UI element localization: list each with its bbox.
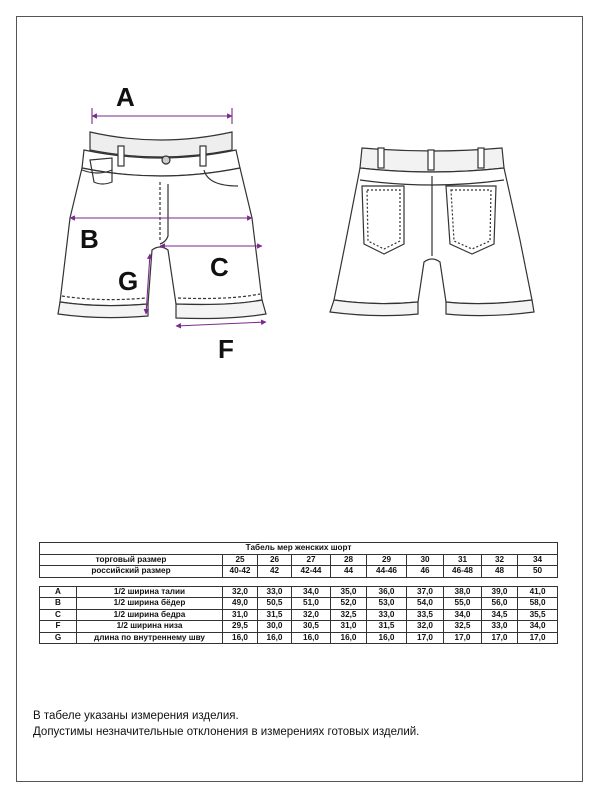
measure-code: C	[40, 609, 77, 621]
label-a: A	[116, 82, 135, 112]
size-header-value: 46-48	[444, 566, 482, 578]
measure-value: 32,0	[292, 609, 331, 621]
measure-value: 52,0	[331, 598, 367, 610]
size-header-value: 42	[258, 566, 292, 578]
measure-f-line	[176, 322, 266, 326]
measure-value: 34,5	[482, 609, 518, 621]
measure-code: F	[40, 621, 77, 633]
measure-value: 38,0	[444, 586, 482, 598]
measure-value: 56,0	[482, 598, 518, 610]
note-line-1: В табеле указаны измерения изделия.	[33, 710, 239, 722]
notes	[33, 708, 419, 740]
measure-code: G	[40, 632, 77, 644]
size-header-value: 25	[223, 554, 258, 566]
measure-value: 31,0	[223, 609, 258, 621]
size-header-value: 48	[482, 566, 518, 578]
size-header-value: 32	[482, 554, 518, 566]
shorts-back-view	[330, 148, 534, 316]
measure-value: 51,0	[292, 598, 331, 610]
table-title-row	[40, 543, 558, 555]
measure-value: 41,0	[518, 586, 558, 598]
measure-value: 32,5	[331, 609, 367, 621]
measure-value: 39,0	[482, 586, 518, 598]
label-b: B	[80, 224, 99, 254]
measure-value: 30,5	[292, 621, 331, 633]
size-header-value: 50	[518, 566, 558, 578]
measure-value: 49,0	[223, 598, 258, 610]
measure-value: 34,0	[444, 609, 482, 621]
size-header-value: 40-42	[223, 566, 258, 578]
measure-value: 35,5	[518, 609, 558, 621]
measure-value: 16,0	[223, 632, 258, 644]
measure-row	[40, 586, 558, 598]
size-header-label: торговый размер	[40, 554, 223, 566]
size-header-value: 44	[331, 566, 367, 578]
measure-row	[40, 598, 558, 610]
measure-code: B	[40, 598, 77, 610]
measure-value: 32,0	[223, 586, 258, 598]
size-header-value: 46	[407, 566, 444, 578]
size-header-value: 42-44	[292, 566, 331, 578]
measure-value: 37,0	[407, 586, 444, 598]
measure-row	[40, 621, 558, 633]
measure-value: 55,0	[444, 598, 482, 610]
size-header-value: 44-46	[367, 566, 407, 578]
measure-name: 1/2 ширина бедра	[77, 609, 223, 621]
measure-value: 36,0	[367, 586, 407, 598]
measure-value: 32,5	[444, 621, 482, 633]
size-header-value: 34	[518, 554, 558, 566]
measure-value: 30,0	[258, 621, 292, 633]
size-header-row	[40, 566, 558, 578]
size-header-label: российский размер	[40, 566, 223, 578]
size-table	[39, 542, 558, 644]
measure-value: 16,0	[258, 632, 292, 644]
measure-value: 34,0	[518, 621, 558, 633]
note-line-2: Допустимы незначительные отклонения в измерениях готовых изделий.	[33, 726, 420, 738]
measure-value: 17,0	[518, 632, 558, 644]
size-header-value: 30	[407, 554, 444, 566]
measure-row	[40, 609, 558, 621]
measure-value: 17,0	[444, 632, 482, 644]
size-header-value: 29	[367, 554, 407, 566]
measure-name: 1/2 ширина бёдер	[77, 598, 223, 610]
measure-value: 33,5	[407, 609, 444, 621]
measure-code: A	[40, 586, 77, 598]
measure-value: 16,0	[367, 632, 407, 644]
table-spacer	[40, 577, 558, 586]
measure-value: 33,0	[258, 586, 292, 598]
measure-value: 32,0	[407, 621, 444, 633]
measure-value: 31,0	[331, 621, 367, 633]
size-header-row	[40, 554, 558, 566]
measure-value: 16,0	[292, 632, 331, 644]
size-header-value: 28	[331, 554, 367, 566]
label-f: F	[218, 334, 234, 364]
label-c: C	[210, 252, 229, 282]
measure-value: 34,0	[292, 586, 331, 598]
size-header-value: 27	[292, 554, 331, 566]
measure-name: 1/2 ширина низа	[77, 621, 223, 633]
measure-value: 31,5	[258, 609, 292, 621]
measure-value: 29,5	[223, 621, 258, 633]
size-header-value: 31	[444, 554, 482, 566]
measure-value: 53,0	[367, 598, 407, 610]
measure-value: 16,0	[331, 632, 367, 644]
measure-value: 33,0	[482, 621, 518, 633]
label-g: G	[118, 266, 139, 296]
table-title: Табель мер женских шорт	[40, 543, 558, 555]
table-spacer-row	[40, 577, 558, 586]
measure-value: 54,0	[407, 598, 444, 610]
measure-value: 35,0	[331, 586, 367, 598]
measure-value: 31,5	[367, 621, 407, 633]
measure-name: длина по внутреннему шву	[77, 632, 223, 644]
measure-value: 17,0	[482, 632, 518, 644]
measure-value: 50,5	[258, 598, 292, 610]
measure-row	[40, 632, 558, 644]
measure-value: 33,0	[367, 609, 407, 621]
measure-value: 17,0	[407, 632, 444, 644]
measure-value: 58,0	[518, 598, 558, 610]
size-header-value: 26	[258, 554, 292, 566]
measure-name: 1/2 ширина талии	[77, 586, 223, 598]
